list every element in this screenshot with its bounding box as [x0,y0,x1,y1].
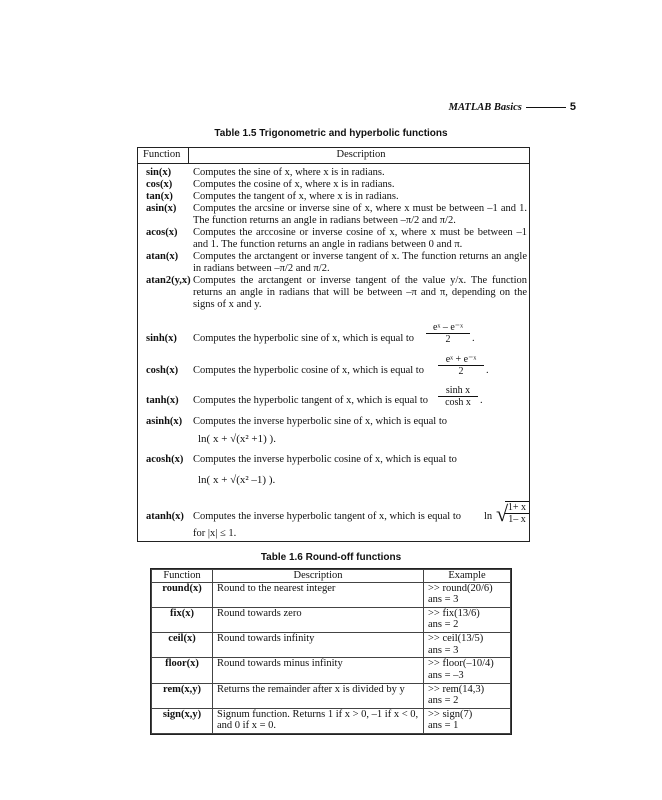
desc-atan2: Computes the arctangent or inverse tangent of the value y/x. The function returns an angle in radians that will be between –π and π, depending on the signs of x and y. [193,275,527,310]
round-off-table [150,568,512,735]
table-1-5-caption: Table 1.5 Trigonometric and hyperbolic functions [214,128,448,139]
atanh-sqrt-icon: √ [496,501,509,526]
sinh-period: . [472,333,475,344]
fn-tanh: tanh(x) [146,395,179,406]
table-header-row [138,148,529,164]
acosh-formula: ln( x + √(x² –1) ). [198,474,276,486]
example-command: >> sign(7) [428,708,473,720]
fn-acosh: acosh(x) [146,454,184,465]
desc-asinh: Computes the inverse hyperbolic sine of x, which is equal to [193,416,447,427]
page-number: 5 [569,101,576,113]
example-sign [424,708,511,733]
fn-atanh: atanh(x) [146,511,184,522]
example-answer: ans = 3 [428,644,459,656]
fn-fix: fix(x) [152,607,213,632]
col-function-header: Function [143,149,181,160]
tanh-fraction [438,385,478,408]
desc-floor: Round towards minus infinity [213,658,424,683]
running-header [0,101,576,115]
example-round [424,582,511,607]
fn-asinh: asinh(x) [146,416,183,427]
desc-sin: Computes the sine of x, where x is in radians. [193,167,385,178]
desc-tan: Computes the tangent of x, where x is in radians. [193,191,399,202]
fn-atan: atan(x) [146,251,179,262]
table-row [152,582,511,607]
cosh-period: . [486,365,489,376]
atanh-fraction [505,501,529,525]
fn-acos: acos(x) [146,227,178,238]
example-command: >> round(20/6) [428,582,493,594]
fn-sign: sign(x,y) [152,708,213,733]
example-answer: ans = 2 [428,619,459,631]
cosh-fraction [438,354,484,377]
header-divider [188,148,189,163]
desc-cos: Computes the cosine of x, where x is in radians. [193,179,395,190]
example-ceil [424,633,511,658]
trig-hyperbolic-table [137,147,530,542]
example-command: >> floor(–10/4) [428,658,494,670]
fn-cos: cos(x) [146,179,173,190]
desc-atan: Computes the arctangent or inverse tangent of x. The function returns an angle in radians between –π/2 and π/2. [193,251,527,274]
atanh-domain-note: for |x| ≤ 1. [193,528,237,539]
example-command: >> fix(13/6) [428,607,480,619]
desc-sinh: Computes the hyperbolic sine of x, which is equal to [193,333,415,344]
round-off-grid [151,569,511,734]
desc-atanh: Computes the inverse hyperbolic tangent of x, which is equal to [193,511,461,522]
desc-cosh: Computes the hyperbolic cosine of x, which is equal to [193,365,424,376]
cosh-numerator: eˣ + e⁻ˣ [438,354,484,366]
fn-tan: tan(x) [146,191,173,202]
table-header-row [152,570,511,583]
sinh-numerator: eˣ – e⁻ˣ [426,322,470,334]
tanh-denominator: cosh x [445,397,471,408]
fn-asin: asin(x) [146,203,177,214]
fn-sinh: sinh(x) [146,333,177,344]
table-row [152,658,511,683]
table-row [152,708,511,733]
atanh-denominator: 1– x [508,514,526,525]
example-command: >> ceil(13/5) [428,633,484,644]
asinh-formula: ln( x + √(x² +1) ). [198,433,276,445]
desc-tanh: Computes the hyperbolic tangent of x, which is equal to [193,395,429,406]
fn-cosh: cosh(x) [146,365,179,376]
col-function-header: Function [152,570,213,583]
desc-rem: Returns the remainder after x is divided by y [213,683,424,708]
table-row [152,683,511,708]
example-rem [424,683,511,708]
atanh-numerator: 1+ x [505,502,529,514]
cosh-denominator: 2 [458,366,464,377]
example-fix [424,607,511,632]
sinh-fraction [426,322,470,345]
desc-asin: Computes the arcsine or inverse sine of x, where x must be between –1 and 1. The function returns an angle in radians between –π/2 and π/2. [193,203,527,226]
example-answer: ans = 1 [428,720,459,732]
col-description-header: Description [336,149,386,160]
example-command: >> rem(14,3) [428,683,485,695]
sinh-denominator: 2 [445,334,451,345]
col-example-header: Example [424,570,511,583]
desc-acos: Computes the arccosine or inverse cosine of x, where x must be between –1 and 1. The function returns an angle in radians between 0 and π. [193,227,527,250]
fn-floor: floor(x) [152,658,213,683]
fn-atan2: atan2(y,x) [146,275,191,286]
table-row [152,607,511,632]
fn-rem: rem(x,y) [152,683,213,708]
fn-ceil: ceil(x) [152,633,213,658]
desc-ceil: Round towards infinity [213,633,424,658]
example-answer: ans = 2 [428,695,459,706]
desc-round: Round to the nearest integer [213,582,424,607]
fn-sin: sin(x) [146,167,172,178]
atanh-ln: ln [484,511,493,522]
desc-acosh: Computes the inverse hyperbolic cosine of x, which is equal to [193,454,457,465]
table-row [152,633,511,658]
tanh-numerator: sinh x [438,385,478,397]
desc-fix: Round towards zero [213,607,424,632]
tanh-period: . [480,395,483,406]
running-title: MATLAB Basics [448,102,522,113]
example-floor [424,658,511,683]
table-1-6-caption: Table 1.6 Round-off functions [260,552,402,563]
example-answer: ans = –3 [428,669,464,681]
header-rule [526,107,566,108]
col-description-header: Description [213,570,424,583]
desc-sign: Signum function. Returns 1 if x > 0, –1 if x < 0, and 0 if x = 0. [213,708,424,733]
fn-round: round(x) [152,582,213,607]
example-answer: ans = 3 [428,594,459,605]
